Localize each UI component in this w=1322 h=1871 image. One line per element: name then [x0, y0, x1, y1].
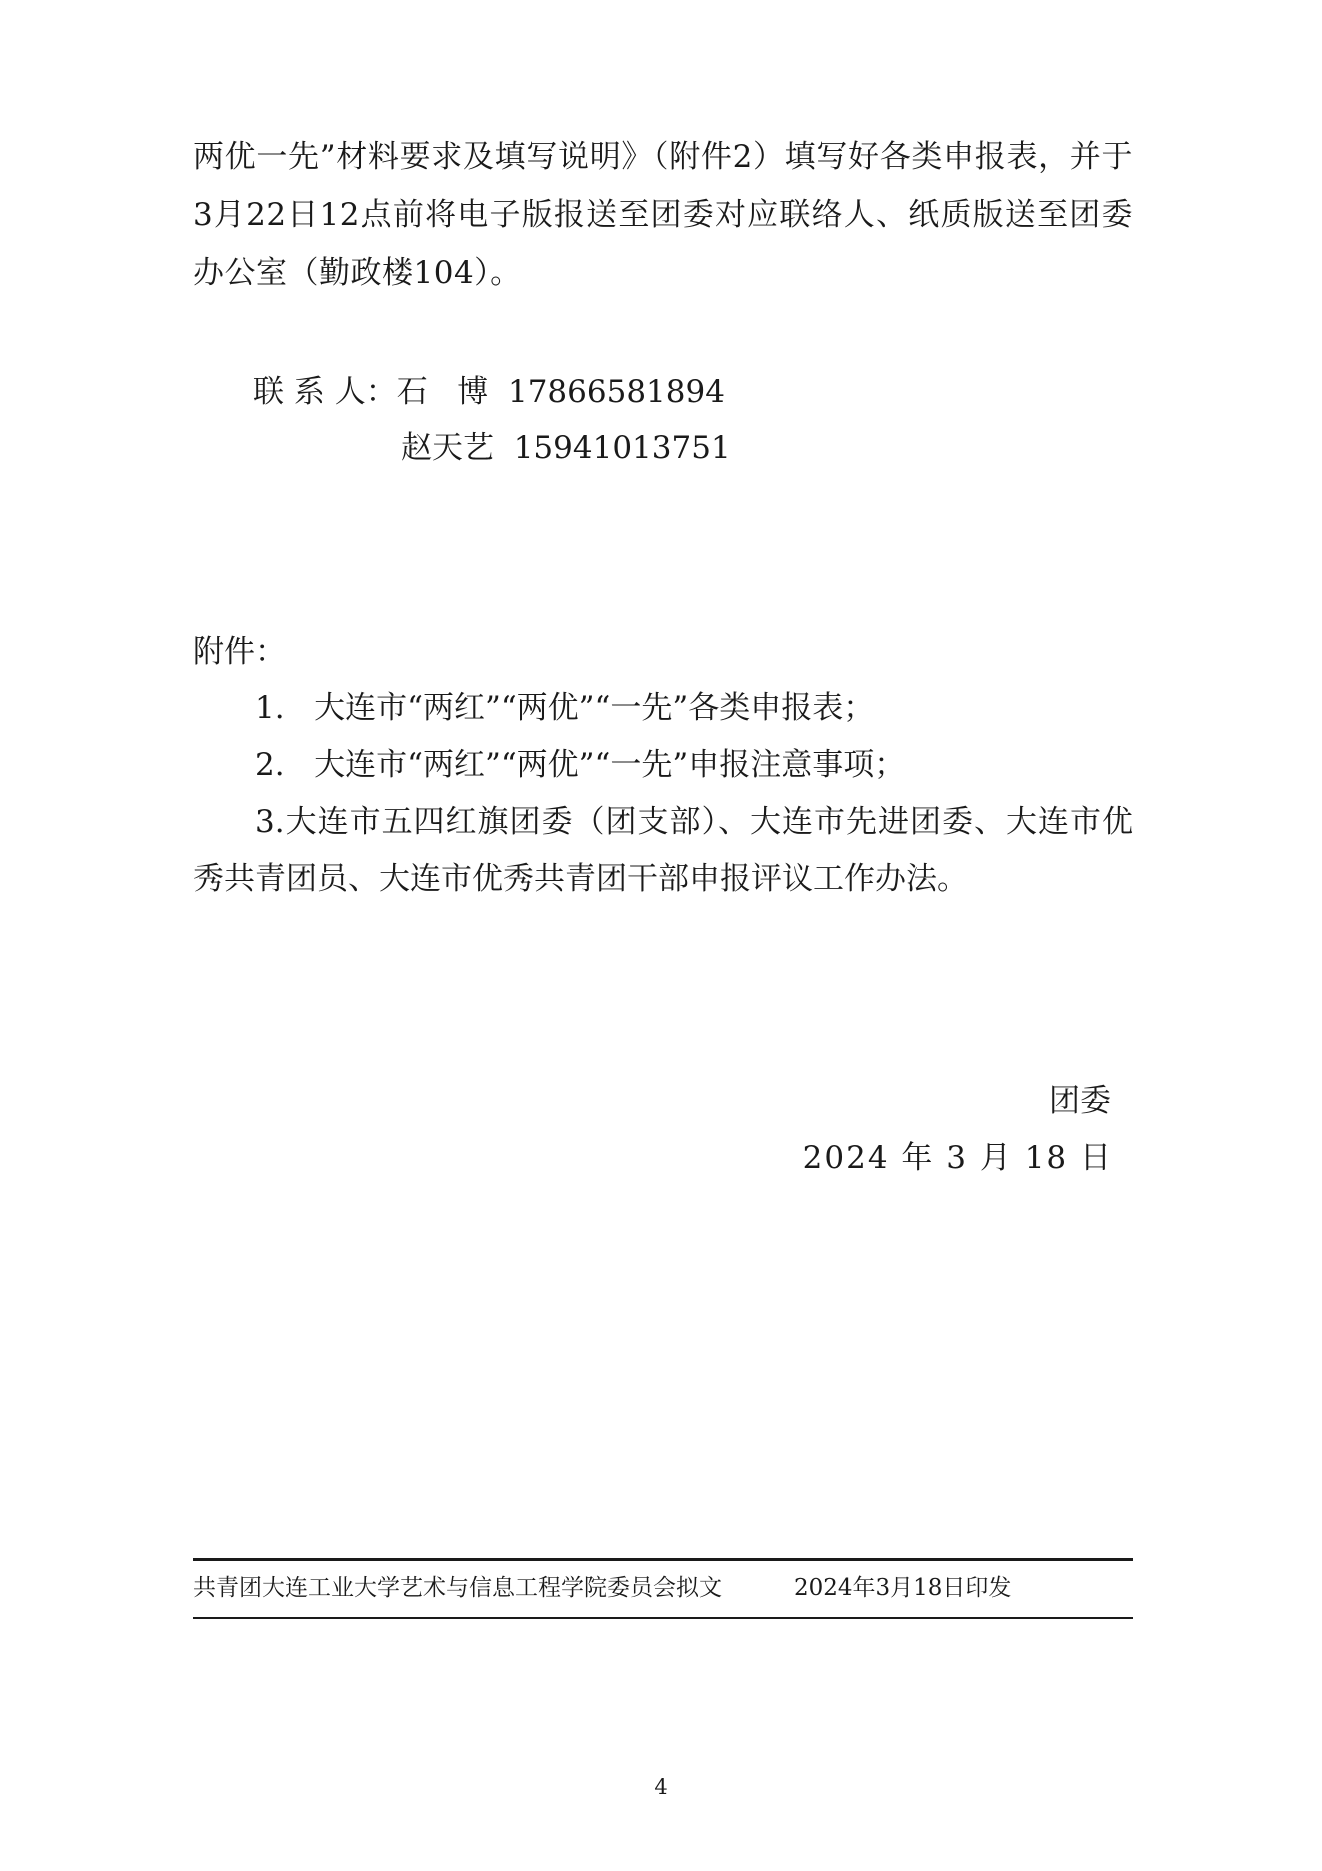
signature-organization: 团委	[1049, 1083, 1111, 1119]
footer-issuer: 共青团大连工业大学艺术与信息工程学院委员会拟文	[193, 1575, 722, 1601]
attachment-item-1: 1. 大连市“两红”“两优”“一先”各类申报表；	[255, 690, 875, 726]
contact-line-secondary: 赵天艺 15941013751	[401, 430, 731, 466]
footer-issue-date: 2024年3月18日印发	[794, 1575, 1012, 1601]
document-footer	[193, 1558, 1133, 1619]
page-number: 4	[654, 1775, 668, 1799]
footer-row	[193, 1561, 1133, 1617]
contact-line-primary: 联 系 人：石 博 17866581894	[253, 374, 725, 410]
attachment-item-2: 2. 大连市“两红”“两优”“一先”申报注意事项；	[255, 747, 906, 783]
attachment-item-3: 3.大连市五四红旗团委（团支部）、大连市先进团委、大连市优秀共青团员、大连市优秀共青团干部申报评议工作办法。	[193, 804, 1133, 897]
document-content	[193, 0, 1133, 1187]
signature-date: 2024 年 3 月 18 日	[802, 1140, 1113, 1176]
contact-block	[193, 364, 1133, 476]
body-paragraph: 两优一先”材料要求及填写说明》（附件2）填写好各类申报表，并于3月22日12点前将电子版报送至团委对应联络人、纸质版送至团委办公室（勤政楼104）。	[193, 139, 1133, 291]
attachments-label: 附件：	[193, 634, 286, 670]
footer-divider-bottom	[193, 1617, 1133, 1619]
